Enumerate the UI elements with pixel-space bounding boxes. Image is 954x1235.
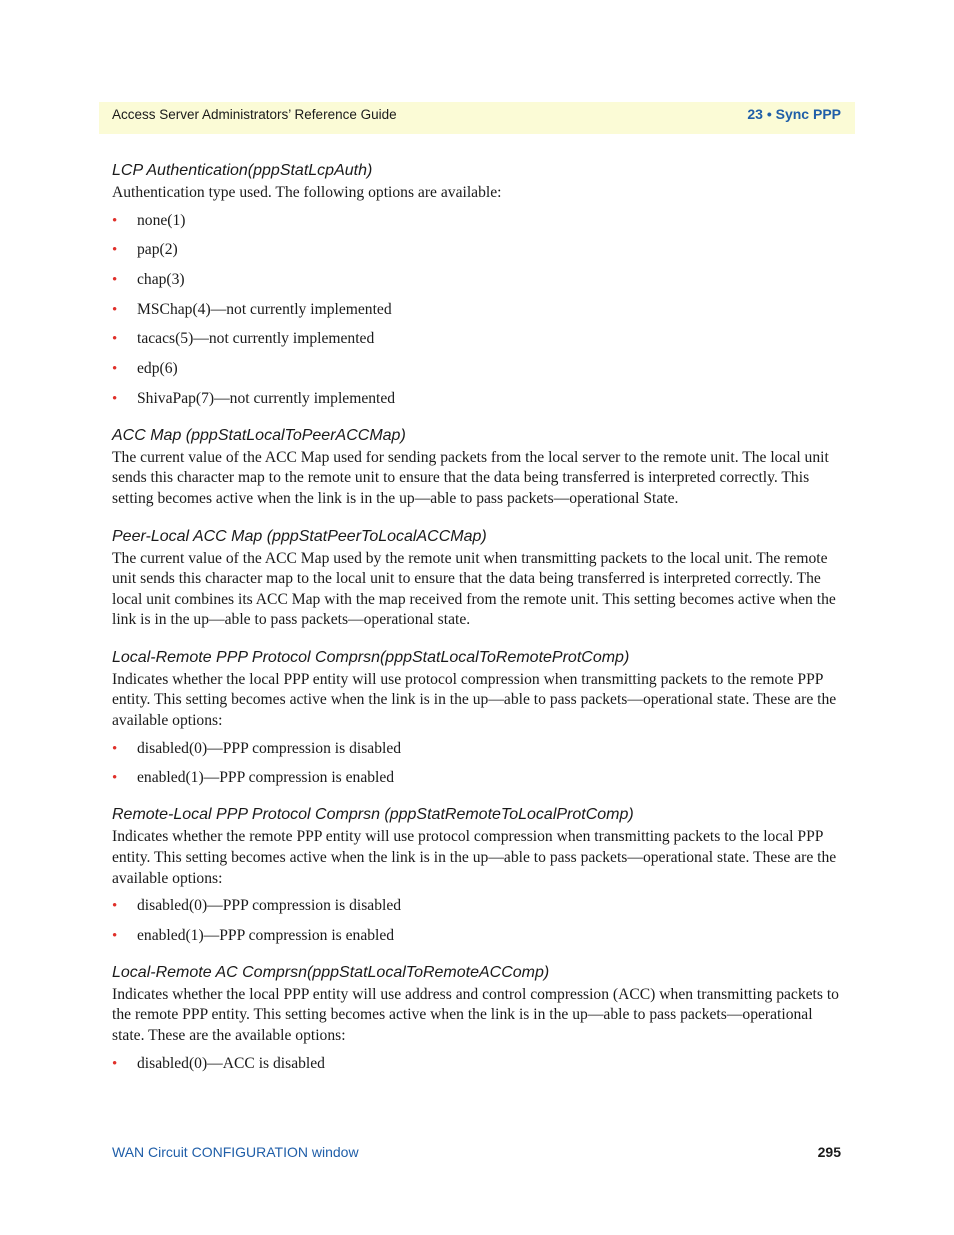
page-number: 295 [817, 1144, 841, 1160]
section-heading: Remote-Local PPP Protocol Comprsn (pppStatRemoteToLocalProtComp) [112, 806, 634, 824]
bullet-list [112, 739, 840, 789]
bullet-icon: • [112, 390, 118, 407]
bullet-icon: • [112, 242, 118, 259]
section-heading: Peer-Local ACC Map (pppStatPeerToLocalACCMap) [112, 527, 487, 545]
bullet-list [112, 211, 840, 409]
chapter-label: 23 • Sync PPP [747, 106, 841, 122]
section-paragraph: Indicates whether the local PPP entity will use address and control compression (ACC) when transmitting packets to the remote PPP entity. This setting becomes active when the link is in the up—able to pass packets—operational state. These are the available options: [112, 985, 839, 1044]
doc-section [112, 962, 840, 1074]
list-item [112, 240, 840, 260]
bullet-icon: • [112, 271, 118, 288]
bullet-icon: • [112, 301, 118, 318]
section-paragraph: The current value of the ACC Map used by the remote unit when transmitting packets to the local unit. The remote unit sends this character map to the local unit to ensure that the data being transferred is interpreted correctly. The local unit combines its ACC Map with the map received from the remote unit. This setting becomes active when the link is in the up—able to pass packets—operational state. [112, 549, 836, 629]
document-body [112, 160, 840, 1090]
list-item [112, 739, 840, 759]
list-item [112, 768, 840, 788]
guide-title: Access Server Administrators’ Reference Guide [112, 107, 397, 122]
doc-section [112, 526, 840, 631]
section-heading: Local-Remote PPP Protocol Comprsn(pppStatLocalToRemoteProtComp) [112, 648, 630, 666]
list-item [112, 359, 840, 379]
section-heading: LCP Authentication(pppStatLcpAuth) [112, 162, 373, 179]
list-item-text: disabled(0)—PPP compression is disabled [137, 739, 402, 757]
bullet-icon: • [112, 361, 118, 378]
list-item [112, 389, 840, 409]
list-item-text: edp(6) [137, 360, 178, 378]
bullet-icon: • [112, 740, 118, 757]
section-paragraph: Authentication type used. The following options are available: [112, 184, 502, 201]
bullet-icon: • [112, 212, 118, 229]
list-item [112, 1054, 840, 1074]
doc-section [112, 804, 840, 945]
bullet-icon: • [112, 898, 118, 915]
list-item [112, 270, 840, 290]
list-item [112, 329, 840, 349]
doc-section [112, 647, 840, 788]
bullet-icon: • [112, 331, 118, 348]
list-item-text: chap(3) [137, 270, 185, 288]
section-heading: ACC Map (pppStatLocalToPeerACCMap) [112, 426, 406, 444]
list-item-text: tacacs(5)—not currently implemented [137, 330, 375, 348]
bullet-list [112, 1054, 840, 1074]
doc-section [112, 425, 840, 510]
list-item-text: none(1) [137, 211, 186, 229]
page-header [99, 102, 855, 134]
list-item-text: MSChap(4)—not currently implemented [137, 300, 392, 318]
bullet-icon: • [112, 1055, 118, 1072]
bullet-icon: • [112, 770, 118, 787]
list-item-text: enabled(1)—PPP compression is enabled [137, 769, 395, 787]
section-paragraph: The current value of the ACC Map used for sending packets from the local server to the remote unit. The local unit sends this character map to the remote unit to ensure that the data being transferred is interpreted correctly. This setting becomes active when the link is in the up—able to pass packets—operational State. [112, 448, 829, 507]
footer-section-link[interactable]: WAN Circuit CONFIGURATION window [112, 1144, 359, 1160]
list-item [112, 300, 840, 320]
list-item-text: enabled(1)—PPP compression is enabled [137, 926, 395, 944]
bullet-icon: • [112, 927, 118, 944]
section-paragraph: Indicates whether the remote PPP entity will use protocol compression when transmitting packets to the local PPP entity. This setting becomes active when the link is in the up—able to pass packets—operational state. These are the available options: [112, 828, 837, 887]
list-item [112, 926, 840, 946]
section-paragraph: Indicates whether the local PPP entity will use protocol compression when transmitting packets to the remote PPP entity. This setting becomes active when the link is in the up—able to pass packets—operational state. These are the available options: [112, 670, 837, 730]
doc-section [112, 160, 840, 409]
list-item [112, 896, 840, 916]
bullet-list [112, 896, 840, 946]
list-item-text: pap(2) [137, 241, 178, 259]
list-item-text: ShivaPap(7)—not currently implemented [137, 389, 396, 407]
list-item-text: disabled(0)—ACC is disabled [137, 1054, 325, 1072]
section-heading: Local-Remote AC Comprsn(pppStatLocalToRemoteACComp) [112, 963, 550, 981]
list-item [112, 211, 840, 231]
list-item-text: disabled(0)—PPP compression is disabled [137, 897, 402, 915]
